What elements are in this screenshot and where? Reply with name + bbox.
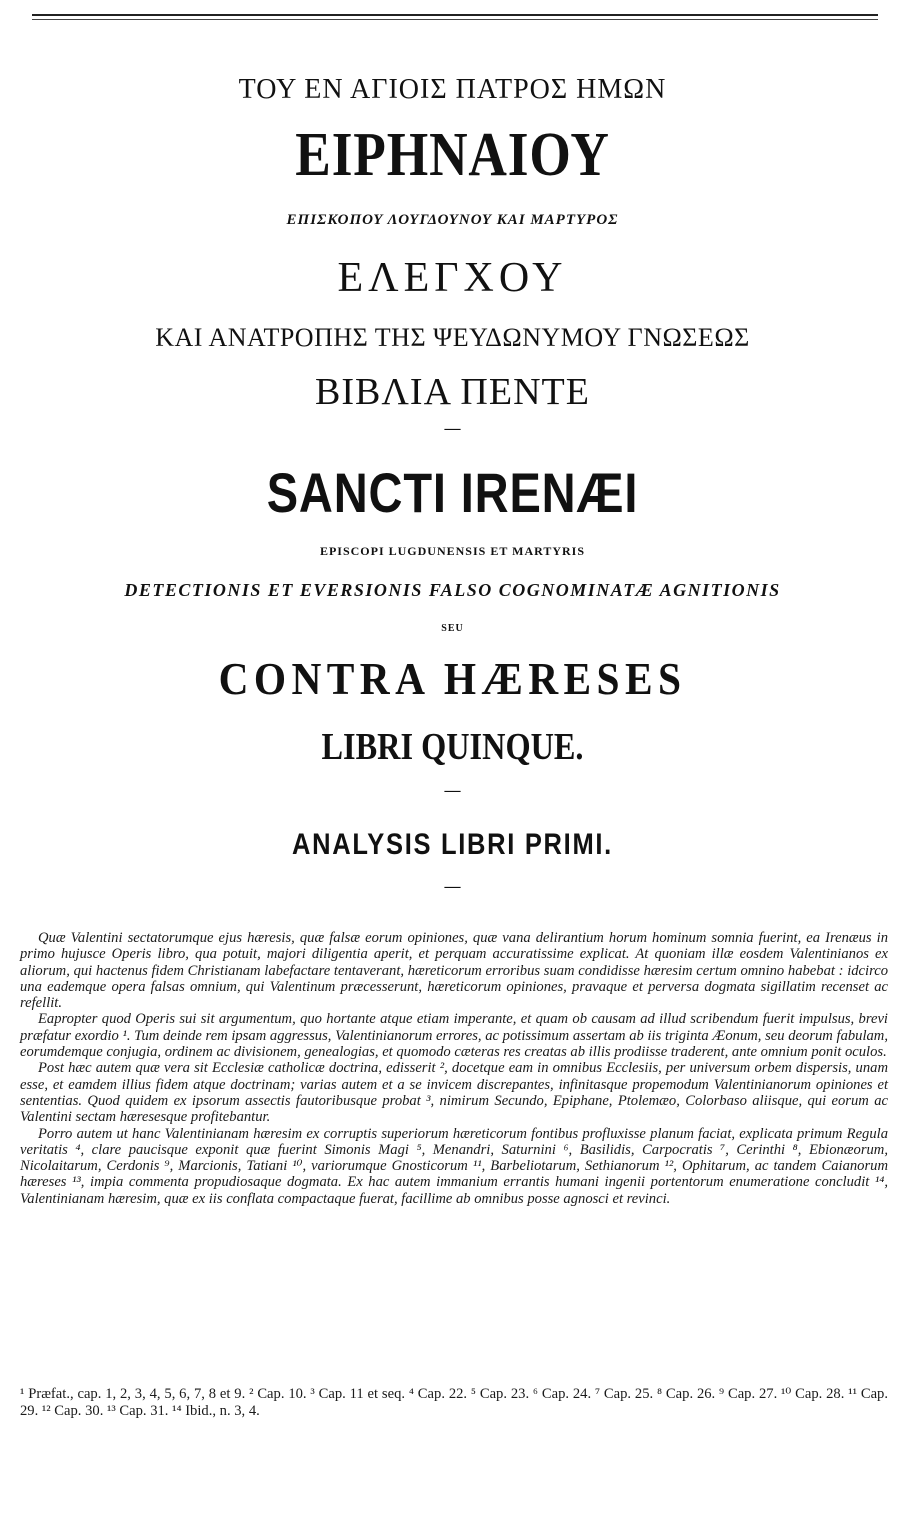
latin-work-subtitle: DETECTIONIS ET EVERSIONIS FALSO COGNOMINATÆ AGNITIONIS	[124, 580, 781, 600]
top-rule	[32, 14, 878, 16]
footnotes: ¹ Præfat., cap. 1, 2, 3, 4, 5, 6, 7, 8 et 9. ² Cap. 10. ³ Cap. 11 et seq. ⁴ Cap. 22. ⁵ Cap. 23. ⁶ Cap. 24. ⁷ Cap. 25. ⁸ Cap. 26. ⁹ Cap. 27. ¹⁰ Cap. 28. ¹¹ Cap. 29. ¹² Cap. 30. ¹³ Cap. 31. ¹⁴ Ibid., n. 3, 4.	[20, 1386, 888, 1419]
latin-books-count: LIBRI QUINQUE.	[321, 726, 584, 768]
divider-2: —	[444, 782, 461, 799]
latin-author-name: SANCTI IRENÆI	[266, 461, 639, 524]
greek-title-line: ΤΟΥ ΕΝ ΑΓΙΟΙΣ ΠΑΤΡΟΣ ΗΜΩΝ	[238, 74, 667, 105]
greek-author-office: ΕΠΙΣΚΟΠΟΥ ΛΟΥΓΔΟΥΝΟΥ ΚΑΙ ΜΑΡΤΥΡΟΣ	[286, 212, 619, 228]
divider-3: —	[444, 878, 461, 895]
paragraph: Quæ Valentini sectatorumque ejus hæresis, quæ falsæ eorum opiniones, quæ vana delirantium horum hominum somnia fuerint, ea Irenæus in primo hujusce Operis libro, qua potuit, majori diligentia aperit, et perquam accuratissime explicat. At quoniam illæ eosdem Valentinianos ex aliorum, qui hactenus fidem Christianam labefactare tentaverant, hæreticorum erroribus suam condidisse hæresim certum omnino habebat : idcirco una eademque opera falsas omnium, qui Valentinum præcesserunt, hæreticorum opiniones, pravaque et perversa dogmata sigillatim recenset ac refellit.	[20, 930, 888, 1012]
greek-work-subtitle: ΚΑΙ ΑΝΑΤΡΟΠΗΣ ΤΗΣ ΨΕΥΔΩΝΥΜΟΥ ΓΝΩΣΕΩΣ	[155, 323, 750, 352]
greek-author-name: ΕΙΡΗΝΑΙΟΥ	[295, 121, 610, 189]
greek-books-count: ΒΙΒΛΙΑ ΠΕΝΤΕ	[315, 371, 590, 413]
greek-work-title: ΕΛΕΓΧΟΥ	[337, 255, 568, 301]
analysis-body	[20, 930, 888, 1207]
top-rule-thin	[32, 19, 878, 20]
paragraph: Eapropter quod Operis sui sit argumentum, quo hortante atque etiam imperante, et quam ob causam ad illud scribendum fuerit impulsus, brevi præfatur exordio ¹. Tum deinde rem ipsam aggressus, Valentinianorum errores, ac potissimum assertam ab iis triginta Æonum, seu deorum fabulam, eorumdemque conjugia, ordinem ac divisionem, genealogias, et quomodo cæteras res creatas ab illis prodiisse traderent, ante omnium ponit oculos.	[20, 1011, 888, 1061]
latin-author-office: EPISCOPI LUGDUNENSIS ET MARTYRIS	[319, 544, 586, 558]
latin-main-title: CONTRA HÆRESES	[218, 653, 687, 704]
divider-1: —	[444, 420, 461, 437]
paragraph: Post hæc autem quæ vera sit Ecclesiæ catholicæ doctrina, edisserit ², docetque eam in omnibus Ecclesiis, per universum orbem dispersis, unam esse, et eamdem illius fidem atque doctrinam; varias autem et a se invicem discrepantes, infinitasque propemodum Valentinianorum opiniones et sententias. Quod quidem ex ipsorum assectis fautoribusque probat ³, nimirum Secundo, Epiphane, Ptolemæo, Colorbaso aliisque, qui eorum ac Valentini sectam hæresesque profitebantur.	[20, 1060, 888, 1126]
seu-connector: SEU	[441, 623, 464, 634]
paragraph: Porro autem ut hanc Valentinianam hæresim ex corruptis superiorum hæreticorum fontibus profluxisse planum faciat, explicata primum Regula veritatis ⁴, clare paucisque exponit quæ fuerint Simonis Magi ⁵, Menandri, Saturnini ⁶, Basilidis, Carpocratis ⁷, Cerinthi ⁸, Ebionæorum, Nicolaitarum, Cerdonis ⁹, Marcionis, Tatiani ¹⁰, variorumque Gnosticorum ¹¹, Barbeliotarum, Sethianorum ¹², Ophitarum, ac tandem Caianorum hæreses ¹³, impia commenta propudiosaque dogmata. Ex hac autem immanium errantis humani ingenii portentorum enumeratione concludit ¹⁴, Valentinianam hæresim, quæ ex iis conflata compactaque fuerat, facillime ab omnibus posse agnosci et revinci.	[20, 1125, 888, 1207]
analysis-heading: ANALYSIS LIBRI PRIMI.	[292, 828, 613, 861]
